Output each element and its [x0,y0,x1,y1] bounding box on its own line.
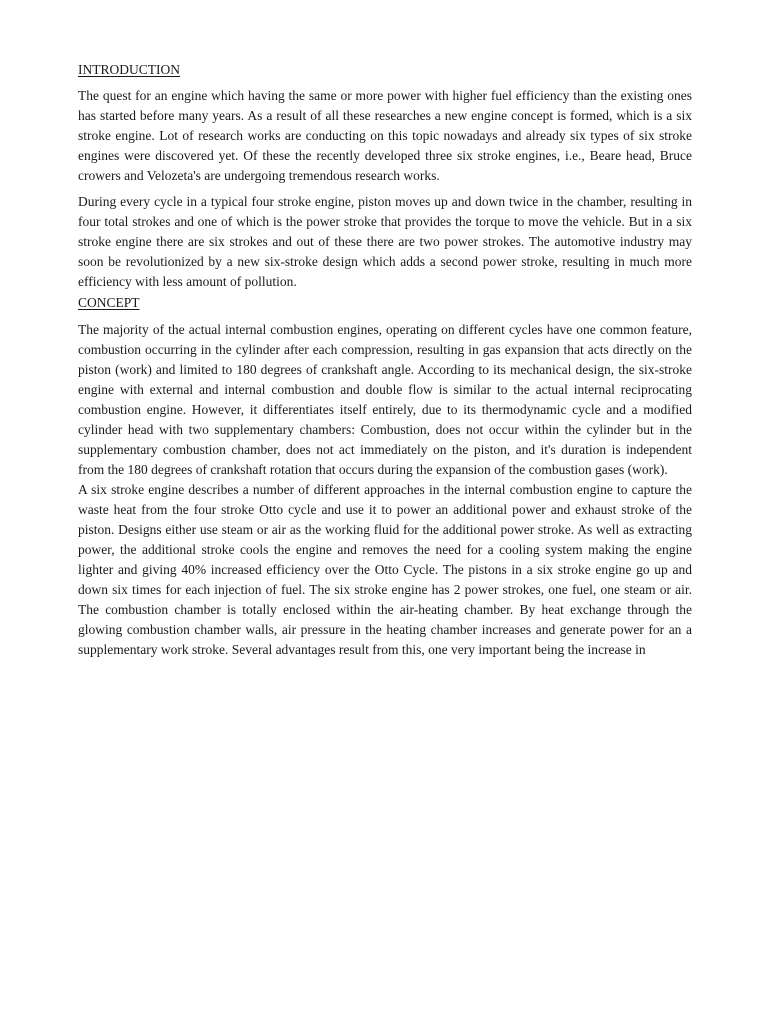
intro-paragraph-1: The quest for an engine which having the same or more power with higher fuel efficiency than the existing ones has started before many years. As a result of all these researches a new engine concept is formed, which is a six stroke engine. Lot of research works are conducting on this topic nowadays and already six types of six stroke engines were discovered yet. Of these the recently developed three six stroke engines, i.e., Beare head, Bruce crowers and Velozeta's are undergoing tremendous research works. [78,88,692,183]
section-heading-introduction: INTRODUCTION [78,62,180,77]
section-heading-concept: CONCEPT [78,295,140,310]
concept-paragraph-2: A six stroke engine describes a number of different approaches in the internal combustion engine to capture the waste heat from the four stroke Otto cycle and use it to power an additional power and exhaust stroke of the piston. Designs either use steam or air as the working fluid for the additional power stroke. As well as extracting power, the additional stroke cools the engine and removes the need for a cooling system making the engine lighter and giving 40% increased efficiency over the Otto Cycle. The pistons in a six stroke engine go up and down six times for each injection of fuel. The six stroke engine has 2 power strokes, one fuel, one steam or air. The combustion chamber is totally enclosed within the air-heating chamber. By heat exchange through the glowing combustion chamber walls, air pressure in the heating chamber increases and generate power for an a supplementary work stroke. Several advantages result from this, one very important being the increase in [78,482,692,657]
document-page [78,60,692,660]
concept-paragraph-1: The majority of the actual internal combustion engines, operating on different cycles have one common feature, combustion occurring in the cylinder after each compression, resulting in gas expansion that acts directly on the piston (work) and limited to 180 degrees of crankshaft angle. According to its mechanical design, the six-stroke engine with external and internal combustion and double flow is similar to the actual internal reciprocating combustion engine. However, it differentiates itself entirely, due to its thermodynamic cycle and a modified cylinder head with two supplementary chambers: Combustion, does not occur within the cylinder but in the supplementary combustion chamber, does not act immediately on the piston, and it's duration is independent from the 180 degrees of crankshaft rotation that occurs during the expansion of the combustion gases (work). [78,322,692,477]
intro-paragraph-2: During every cycle in a typical four stroke engine, piston moves up and down twice in the chamber, resulting in four total strokes and one of which is the power stroke that provides the torque to move the vehicle. But in a six stroke engine there are six strokes and out of these there are two power strokes. The automotive industry may soon be revolutionized by a new six-stroke design which adds a second power stroke, resulting in much more efficiency with less amount of pollution. [78,194,692,289]
